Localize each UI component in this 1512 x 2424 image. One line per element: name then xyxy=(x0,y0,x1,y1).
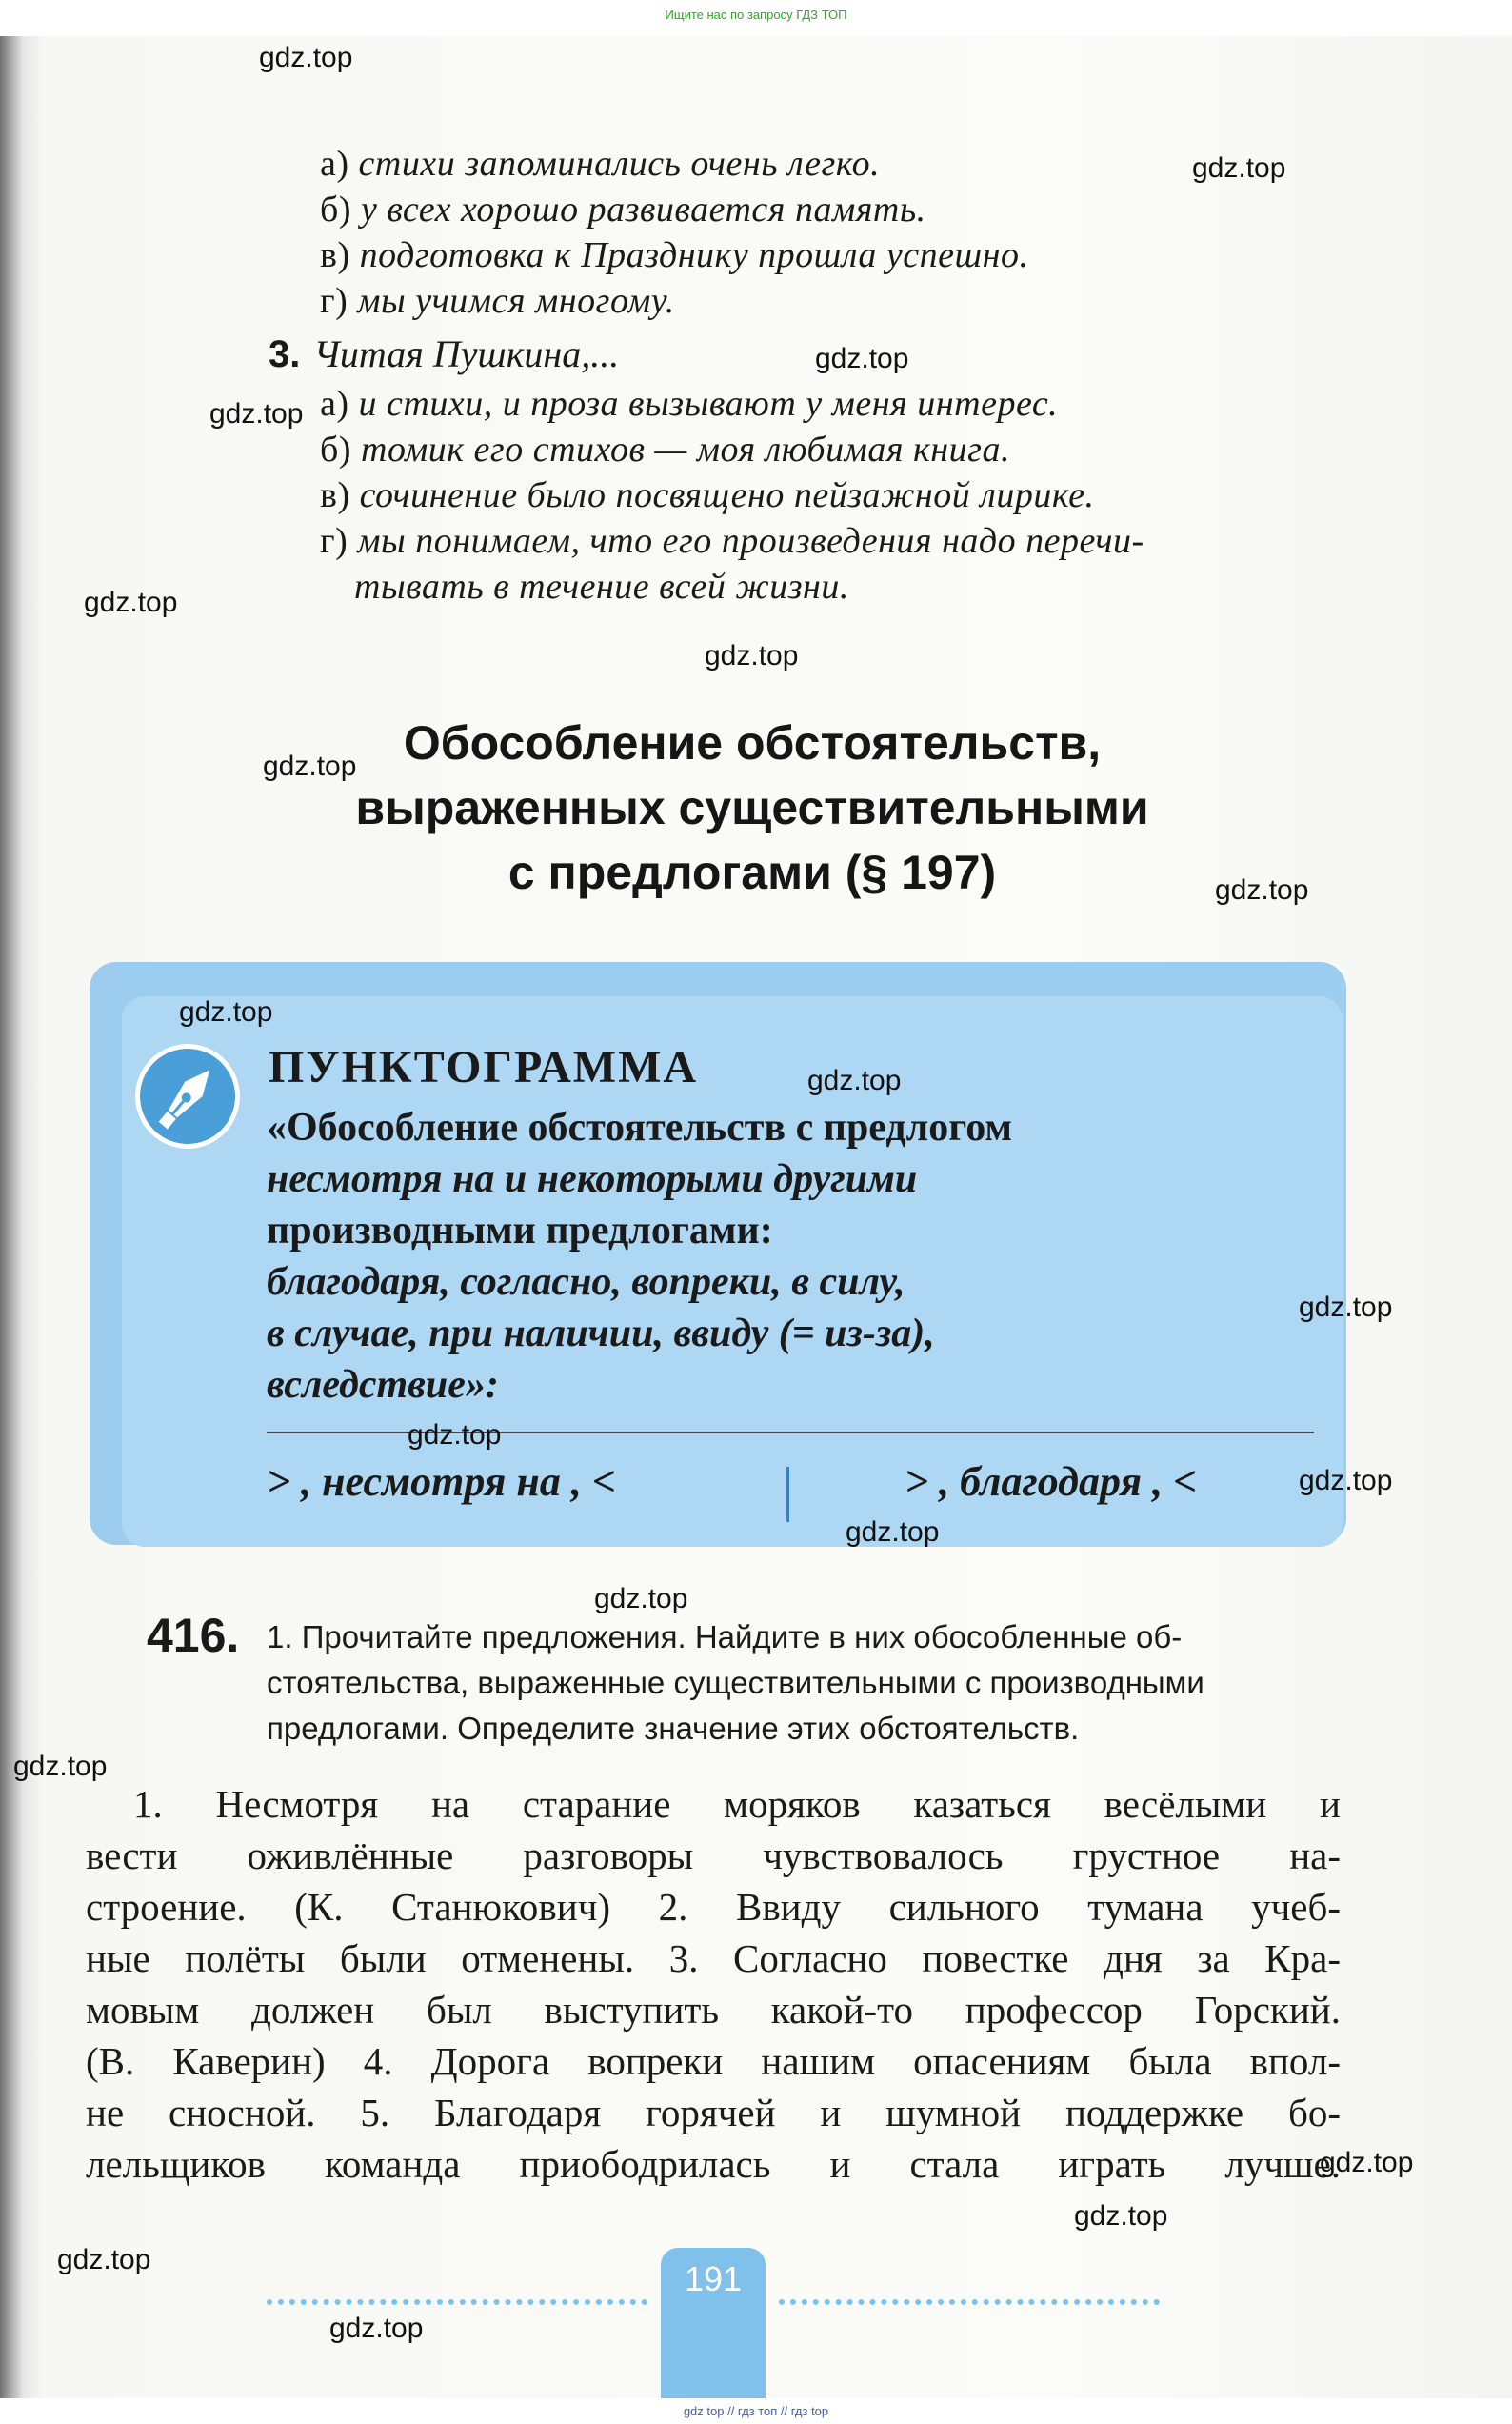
rule-line: производными предлогами: xyxy=(267,1209,773,1252)
exercise-text-line: 1. Несмотря на старание моряков казаться весёлыми и xyxy=(133,1782,1341,1826)
exercise-task-line: предлогами. Определите значение этих обстоятельств. xyxy=(267,1711,1080,1746)
watermark: gdz.top xyxy=(329,2313,424,2344)
bottom-banner-text: gdz top // гдз топ // гдз top xyxy=(683,2404,829,2418)
answer-option: б) у всех хорошо развивается память. xyxy=(320,190,926,230)
watermark: gdz.top xyxy=(408,1419,502,1451)
watermark: gdz.top xyxy=(13,1751,108,1782)
watermark: gdz.top xyxy=(179,996,273,1028)
exercise-task-line: 1. Прочитайте предложения. Найдите в них обособленные об- xyxy=(267,1619,1183,1654)
exercise-text-line: строение. (К. Станюкович) 2. Ввиду сильного тумана учеб- xyxy=(86,1885,1341,1929)
exercise-text-line: (В. Каверин) 4. Дорога вопреки нашим опасениям была впол- xyxy=(86,2039,1341,2083)
watermark: gdz.top xyxy=(594,1583,688,1614)
question-3: 3. Читая Пушкина,... xyxy=(269,332,620,375)
watermark: gdz.top xyxy=(1074,2200,1168,2232)
section-heading-line: выраженных существительными xyxy=(355,781,1149,834)
watermark: gdz.top xyxy=(1192,152,1286,184)
watermark: gdz.top xyxy=(1215,874,1309,906)
watermark: gdz.top xyxy=(815,343,909,374)
rule-line: вследствие»: xyxy=(267,1363,499,1407)
bottom-banner xyxy=(0,2398,1512,2424)
top-banner xyxy=(0,0,1512,30)
answer-option: г) мы понимаем, что его произведения надо перечи- xyxy=(320,521,1144,561)
top-banner-text: Ищите нас по запросу ГДЗ ТОП xyxy=(665,8,847,22)
watermark: gdz.top xyxy=(807,1065,902,1096)
exercise-number: 416. xyxy=(147,1609,240,1662)
watermark: gdz.top xyxy=(259,42,353,73)
answer-option: а) и стихи, и проза вызывают у меня интерес. xyxy=(320,384,1059,424)
answer-option-continuation: тывать в течение всей жизни. xyxy=(354,567,849,607)
watermark: gdz.top xyxy=(84,587,178,618)
pen-icon xyxy=(135,1044,240,1149)
answer-option: в) сочинение было посвящено пейзажной лирике. xyxy=(320,475,1095,515)
footer-dots-left xyxy=(267,2299,647,2311)
watermark: gdz.top xyxy=(1299,1292,1393,1323)
watermark: gdz.top xyxy=(57,2244,151,2275)
section-heading-line: Обособление обстоятельств, xyxy=(403,716,1102,770)
answer-option: в) подготовка к Празднику прошла успешно. xyxy=(320,235,1029,275)
answer-option: а) стихи запоминались очень легко. xyxy=(320,144,881,184)
exercise-text-line: не сносной. 5. Благодаря горячей и шумной поддержке бо- xyxy=(86,2091,1341,2134)
answer-option: г) мы учимся многому. xyxy=(320,281,675,321)
exercise-text-line: вести оживлённые разговоры чувствовалось грустное на- xyxy=(86,1833,1341,1877)
exercise-text-line: лельщиков команда приободрилась и стала играть лучше. xyxy=(86,2142,1341,2186)
schema-separator xyxy=(786,1467,789,1522)
watermark: gdz.top xyxy=(846,1516,940,1548)
rule-line: в случае, при наличии, ввиду (= из-за), xyxy=(267,1312,935,1355)
schema-left: > , несмотря на , < xyxy=(267,1458,616,1505)
section-heading-line: с предлогами (§ 197) xyxy=(507,846,997,899)
footer-dots-right xyxy=(779,2299,1160,2311)
watermark: gdz.top xyxy=(209,398,304,430)
answer-option: б) томик его стихов — моя любимая книга. xyxy=(320,430,1010,470)
rule-line: благодаря, согласно, вопреки, в силу, xyxy=(267,1260,905,1304)
schema-right: > , благодаря , < xyxy=(905,1458,1198,1505)
exercise-text-line: мовым должен был выступить какой-то профессор Горский. xyxy=(86,1988,1341,2032)
exercise-task-line: стоятельства, выраженные существительными с производными xyxy=(267,1665,1204,1700)
rule-line: «Обособление обстоятельств с предлогом xyxy=(267,1106,1013,1150)
watermark: gdz.top xyxy=(1299,1465,1393,1496)
watermark: gdz.top xyxy=(263,751,357,782)
watermark: gdz.top xyxy=(1320,2147,1414,2178)
exercise-text-line: ные полёты были отменены. 3. Согласно повестке дня за Кра- xyxy=(86,1936,1341,1980)
page-number: 191 xyxy=(684,2259,743,2298)
watermark: gdz.top xyxy=(705,640,799,671)
rule-line: несмотря на и некоторыми другими xyxy=(267,1157,918,1201)
punktogramma-title: ПУНКТОГРАММА xyxy=(269,1042,699,1092)
